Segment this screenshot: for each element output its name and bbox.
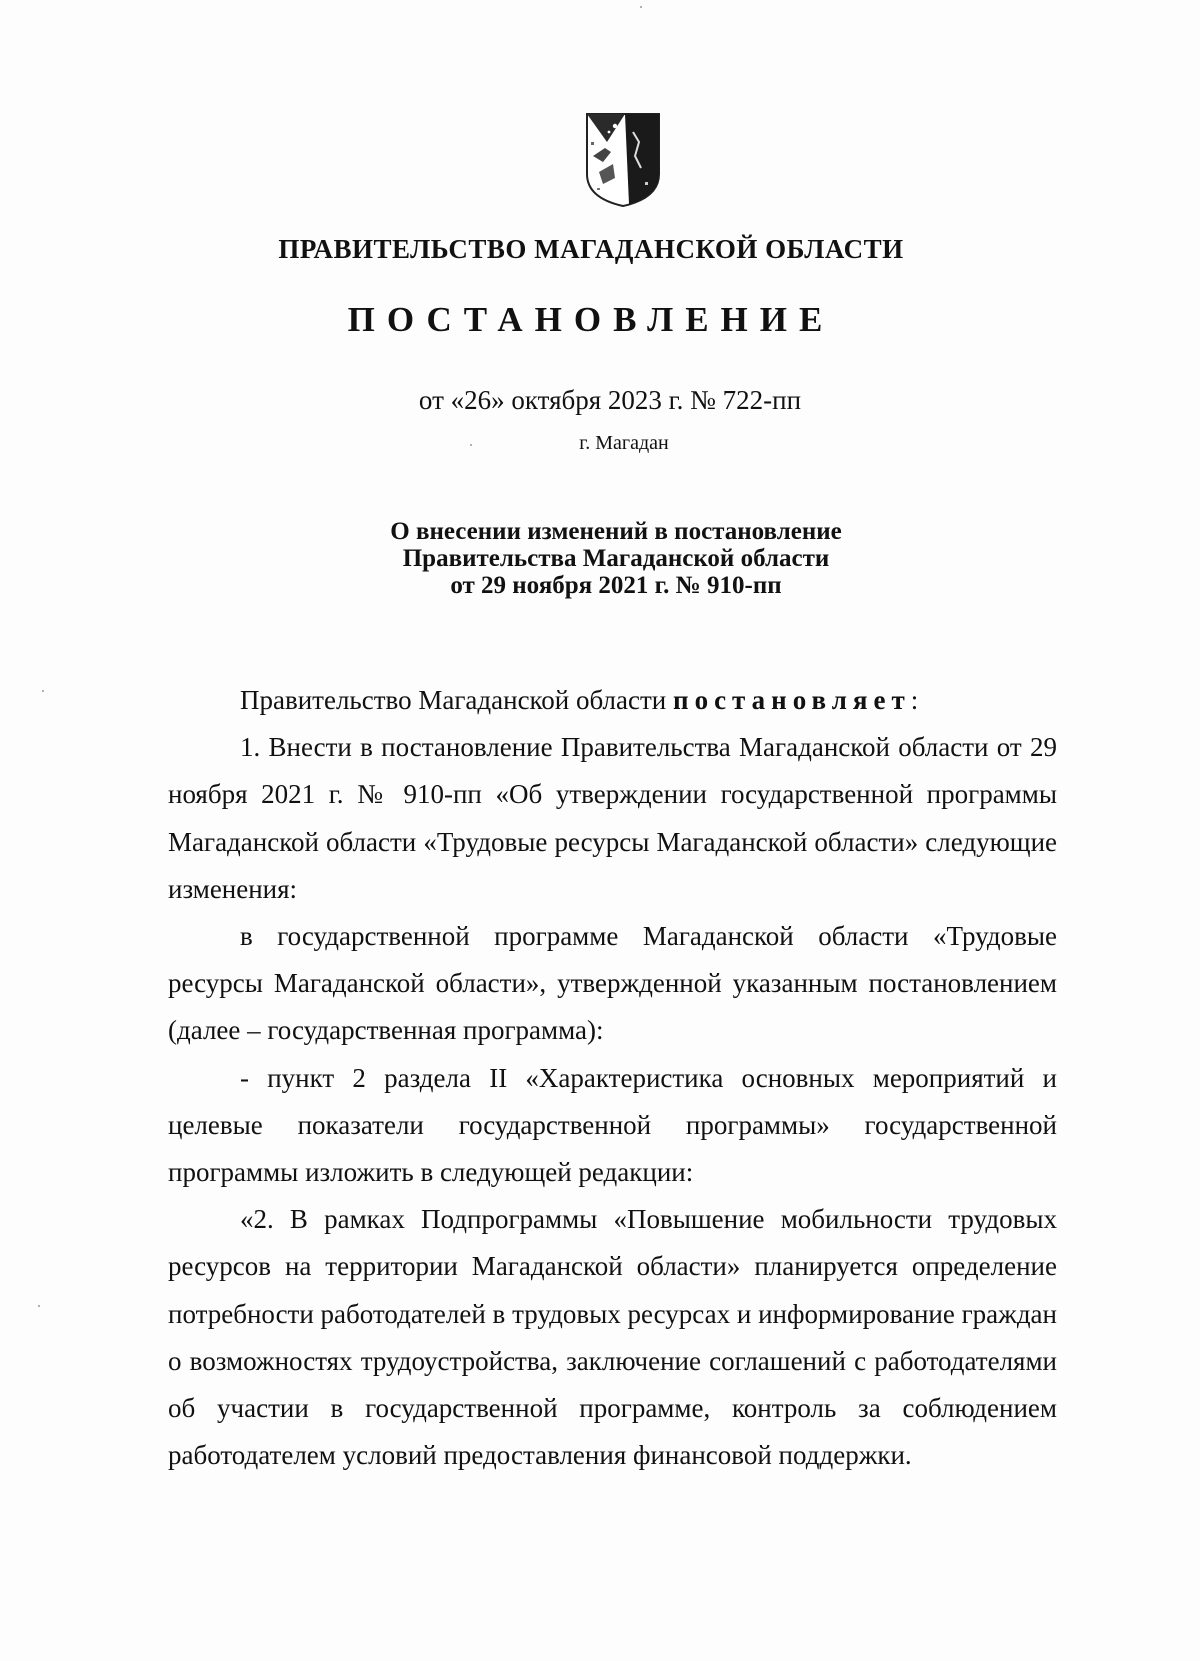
organization-title: ПРАВИТЕЛЬСТВО МАГАДАНСКОЙ ОБЛАСТИ xyxy=(278,234,904,264)
paragraph-1: 1. Внести в постановление Правительства Магаданской области от 29 ноября 2021 г. № 910-пп «Об утверждении государственной программы Магаданской области «Трудовые ресурсы Магаданской области» следующие изменения: xyxy=(168,732,1057,904)
document-type-title: ПОСТАНОВЛЕНИЕ xyxy=(347,300,835,339)
intro-spaced-word: постановляет xyxy=(673,685,911,715)
subject-line-2: Правительства Магаданской области xyxy=(402,545,830,572)
scan-speck xyxy=(470,444,472,446)
scan-speck xyxy=(640,6,642,8)
document-city: г. Магадан xyxy=(579,432,669,454)
subject-line-3: от 29 ноября 2021 г. № 910-пп xyxy=(450,572,782,599)
scan-speck xyxy=(42,690,44,692)
document-date-number: от «26» октября 2023 г. № 722-пп xyxy=(418,385,802,415)
paragraph-4: «2. В рамках Подпрограммы «Повышение мобильности трудовых ресурсов на территории Магаданской области» планируется определение потребности работодателей в трудовых ресурсах и информирование граждан о возможностях трудоустройства, заключение соглашений с работодателями об участии в государственной программе, контроль за соблюдением работодателем условий предоставления финансовой поддержки. xyxy=(168,1204,1057,1471)
coat-of-arms-emblem xyxy=(585,112,661,208)
paragraph-3: - пункт 2 раздела II «Характеристика основных мероприятий и целевые показатели государственной программы» государственной программы изложить в следующей редакции: xyxy=(168,1062,1057,1188)
paragraph-2: в государственной программе Магаданской области «Трудовые ресурсы Магаданской области», утвержденной указанным постановлением (далее – государственная программа): xyxy=(168,921,1057,1046)
document-body xyxy=(168,677,1057,1479)
document-subject xyxy=(0,518,1200,599)
intro-suffix: : xyxy=(910,685,919,715)
intro-paragraph xyxy=(168,677,1057,724)
scan-speck xyxy=(38,1305,40,1307)
subject-line-1: О внесении изменений в постановление xyxy=(390,518,842,545)
intro-prefix: Правительство Магаданской области xyxy=(240,685,674,715)
